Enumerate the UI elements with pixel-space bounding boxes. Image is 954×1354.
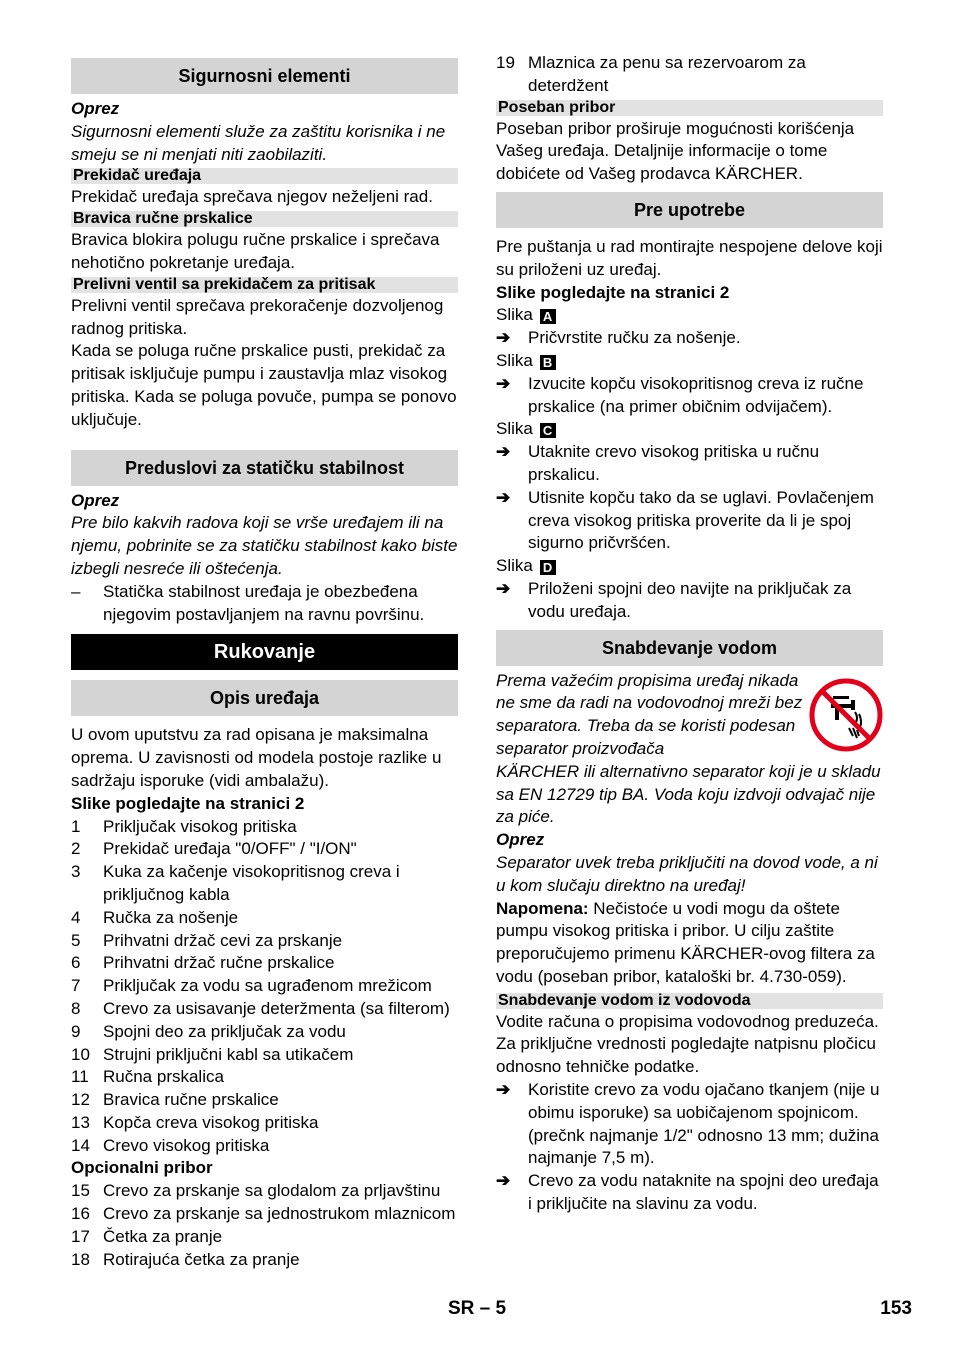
section-heading-water: Snabdevanje vodom (496, 630, 883, 666)
note-label: Napomena: (496, 898, 589, 918)
list-item (71, 1021, 458, 1044)
paragraph: Pre puštanja u rad montirajte nespojene delove koji su priloženi uz uređaj. (496, 236, 883, 279)
item-number: 18 (71, 1249, 90, 1269)
note-text: Nečistoće u vodi mogu da oštete pumpu visokog pritiska i pribor. U cilju zaštite preporučujemo primenu KÄRCHER-ovog filtera za vodu (poseban pribor, kataloški br. 4.730-059). (496, 898, 875, 986)
list-item (71, 1249, 458, 1272)
step-item (496, 487, 883, 555)
step-text: Priloženi spojni deo navijte na priključak za vodu uređaja. (528, 578, 852, 621)
item-number: 1 (71, 816, 81, 836)
section-heading-before-use: Pre upotrebe (496, 192, 883, 228)
item-number: 9 (71, 1021, 81, 1041)
item-text: Četka za pranje (103, 1226, 223, 1246)
item-number: 8 (71, 998, 81, 1018)
subheading-lock: Bravica ručne prskalice (71, 211, 458, 227)
paragraph: Vodite računa o propisima vodovodnog preduzeća. (496, 1011, 879, 1031)
item-text: Priključak visokog pritiska (103, 816, 297, 836)
item-number: 12 (71, 1090, 90, 1110)
step-item (496, 441, 883, 487)
water-regulation-block (496, 670, 883, 830)
item-text: Prihvatni držač ručne prskalice (103, 953, 335, 973)
list-item (71, 930, 458, 953)
section-heading-description: Opis uređaja (71, 680, 458, 716)
right-arrow-icon: ➔ (496, 328, 511, 348)
paragraph: Kada se poluga ručne prskalice pusti, prekidač za pritisak isključuje pumpu i zaustavlja mlaz visokog pritiska. Kada se poluga povuče, pumpa se ponovo uključuje. (71, 341, 457, 429)
paragraph: Bravica blokira polugu ručne prskalice i sprečava nehotično pokretanje uređaja. (71, 230, 440, 272)
optional-heading: Opcionalni pribor (71, 1158, 213, 1178)
figure-key: D (540, 560, 556, 575)
figures-note: Slike pogledajte na stranici 2 (71, 793, 305, 813)
figure-key: A (540, 309, 556, 324)
step-item (496, 327, 883, 350)
step-item (496, 373, 883, 419)
list-item (71, 838, 458, 861)
item-number: 3 (71, 862, 81, 882)
footer-section-label: SR – 5 (448, 1298, 507, 1319)
item-number: 17 (71, 1226, 90, 1246)
caution-text: Separator uvek treba priključiti na dovod vode, a ni u kom slučaju direktno na uređaj! (496, 852, 878, 895)
step-text: Izvucite kopču visokopritisnog creva iz ručne prskalice (na primer običnim odvijačem). (528, 373, 864, 416)
figure-label: Slika (496, 556, 533, 576)
item-number: 6 (71, 953, 81, 973)
figure-label: Slika (496, 350, 533, 370)
list-item (71, 952, 458, 975)
paragraph: U ovom uputstvu za rad opisana je maksimalna oprema. U zavisnosti od modela postoje razlike u sadržaju isporuke (vidi ambalažu). (71, 725, 442, 790)
subheading-special: Poseban pribor (496, 100, 883, 116)
list-item (71, 1112, 458, 1135)
list-item (71, 861, 458, 907)
chapter-heading-operation: Rukovanje (71, 634, 458, 670)
list-item (71, 1044, 458, 1067)
item-text: Kuka za kačenje visokopritisnog creva i priključnog kabla (103, 862, 400, 904)
item-text: Kopča creva visokog pritiska (103, 1112, 319, 1132)
right-column (496, 52, 883, 1216)
item-number: 5 (71, 930, 81, 950)
parts-list (71, 816, 458, 1158)
step-text: Utisnite kopču tako da se uglavi. Povlačenjem creva visokog pritiska proverite da li je spoj sigurno pričvršćen. (528, 487, 874, 553)
item-text: Ručka za nošenje (103, 907, 239, 927)
figure-ref-b (496, 350, 883, 373)
regulation-text: KÄRCHER ili alternativno separator koji je u skladu sa EN 12729 tip BA. Voda koju izdvoji odvajač nije za piće. (496, 761, 881, 827)
figures-note: Slike pogledajte na stranici 2 (496, 282, 730, 302)
item-text: Prihvatni držač cevi za prskanje (103, 930, 343, 950)
item-text: Crevo za prskanje sa glodalom za prljavštinu (103, 1181, 441, 1201)
list-item (71, 581, 458, 627)
caution-label: Oprez (496, 830, 545, 850)
item-number: 7 (71, 976, 81, 996)
regulation-text: Prema važećim propisima uređaj nikada ne sme da radi na vodovodnoj mreži bez separatora. Treba da se koristi podesan separator proizvođača (496, 670, 803, 758)
figure-key: C (540, 423, 556, 438)
step-text: Pričvrstite ručku za nošenje. (528, 328, 741, 348)
right-arrow-icon: ➔ (496, 442, 511, 462)
item-text: Strujni priključni kabl sa utikačem (103, 1044, 354, 1064)
no-drinking-tap-icon (809, 678, 883, 752)
step-text: Koristite crevo za vodu ojačano tkanjem (nije u obimu isporuke) sa uobičajenom spojnicom. (prečnk najmanje 1/2" odnosno 13 mm; dužina najmanje 7,5 m). (528, 1080, 880, 1168)
item-number: 15 (71, 1181, 90, 1201)
list-item (71, 816, 458, 839)
figure-label: Slika (496, 419, 533, 439)
item-text: Prekidač uređaja "0/OFF" / "I/ON" (103, 839, 357, 859)
list-item (71, 975, 458, 998)
section-heading-safety: Sigurnosni elementi (71, 58, 458, 94)
caution-text: Sigurnosni elementi služe za zaštitu korisnika i ne smeju se ni menjati niti zaobilaziti. (71, 121, 446, 164)
paragraph: Prelivni ventil sprečava prekoračenje dozvoljenog radnog pritiska. (71, 295, 444, 338)
list-item (496, 52, 883, 98)
item-text: Priključak za vodu sa ugrađenom mrežicom (103, 976, 432, 996)
right-arrow-icon: ➔ (496, 1171, 511, 1191)
paragraph: Za priključne vrednosti pogledajte natpisnu pločicu odnosno tehničke podatke. (496, 1034, 876, 1077)
list-item (71, 1203, 458, 1226)
item-number: 13 (71, 1112, 90, 1132)
item-number: 2 (71, 839, 81, 859)
step-text: Utaknite crevo visokog pritiska u ručnu prskalicu. (528, 442, 820, 484)
right-arrow-icon: ➔ (496, 373, 511, 393)
item-text: Rotirajuća četka za pranje (103, 1249, 300, 1269)
list-item (71, 1135, 458, 1158)
item-number: 16 (71, 1204, 90, 1224)
list-item-text: Statička stabilnost uređaja je obezbeđena njegovim postavljanjem na ravnu površinu. (103, 581, 425, 624)
item-number: 14 (71, 1135, 90, 1155)
paragraph: Poseban pribor proširuje mogućnosti korišćenja Vašeg uređaja. Detaljnije informacije o tome dobićete od Vašeg prodavca KÄRCHER. (496, 118, 855, 184)
right-arrow-icon: ➔ (496, 487, 511, 507)
subheading-mains: Snabdevanje vodom iz vodovoda (496, 993, 883, 1009)
item-text: Crevo za prskanje sa jednostrukom mlaznicom (103, 1204, 456, 1224)
list-item (71, 1089, 458, 1112)
item-text: Crevo za usisavanje deteržmenta (sa filterom) (103, 998, 450, 1018)
page-number: 153 (880, 1298, 912, 1319)
step-item (496, 1170, 883, 1216)
figure-key: B (540, 355, 556, 370)
paragraph: Prekidač uređaja sprečava njegov neželjeni rad. (71, 187, 433, 207)
figure-label: Slika (496, 305, 533, 325)
figure-ref-c (496, 418, 883, 441)
item-text: Crevo visokog pritiska (103, 1135, 270, 1155)
caution-label: Oprez (71, 99, 120, 118)
list-item (71, 907, 458, 930)
page-footer (0, 1298, 954, 1322)
item-number: 19 (496, 53, 515, 72)
optional-parts-list (71, 1180, 458, 1271)
item-text: Mlaznica za penu sa rezervoarom za deterdžent (528, 53, 806, 95)
left-column (71, 52, 458, 1271)
caution-text: Pre bilo kakvih radova koji se vrše uređajem ili na njemu, pobrinite se za statičku stabilnost kako biste izbegli nesreće ili oštećenja. (71, 513, 458, 578)
note-paragraph (496, 898, 883, 989)
step-item (496, 1079, 883, 1170)
item-number: 4 (71, 907, 81, 927)
dash-bullet: – (71, 581, 81, 601)
item-number: 11 (71, 1067, 89, 1087)
item-text: Spojni deo za priključak za vodu (103, 1021, 346, 1041)
list-item (71, 1226, 458, 1249)
right-arrow-icon: ➔ (496, 578, 511, 598)
list-item (71, 1066, 458, 1089)
list-item (71, 998, 458, 1021)
step-item (496, 578, 883, 624)
subheading-valve: Prelivni ventil sa prekidačem za pritisak (71, 277, 458, 293)
subheading-switch: Prekidač uređaja (71, 168, 458, 184)
figure-ref-d (496, 555, 883, 578)
list-item (71, 1180, 458, 1203)
right-arrow-icon: ➔ (496, 1080, 511, 1100)
step-text: Crevo za vodu nataknite na spojni deo uređaja i priključite na slavinu za vodu. (528, 1171, 879, 1214)
item-number: 10 (71, 1044, 90, 1064)
item-text: Bravica ručne prskalice (103, 1090, 279, 1110)
section-heading-stability: Preduslovi za statičku stabilnost (71, 450, 458, 486)
caution-label: Oprez (71, 490, 120, 510)
item-text: Ručna prskalica (103, 1067, 224, 1087)
figure-ref-a (496, 304, 883, 327)
